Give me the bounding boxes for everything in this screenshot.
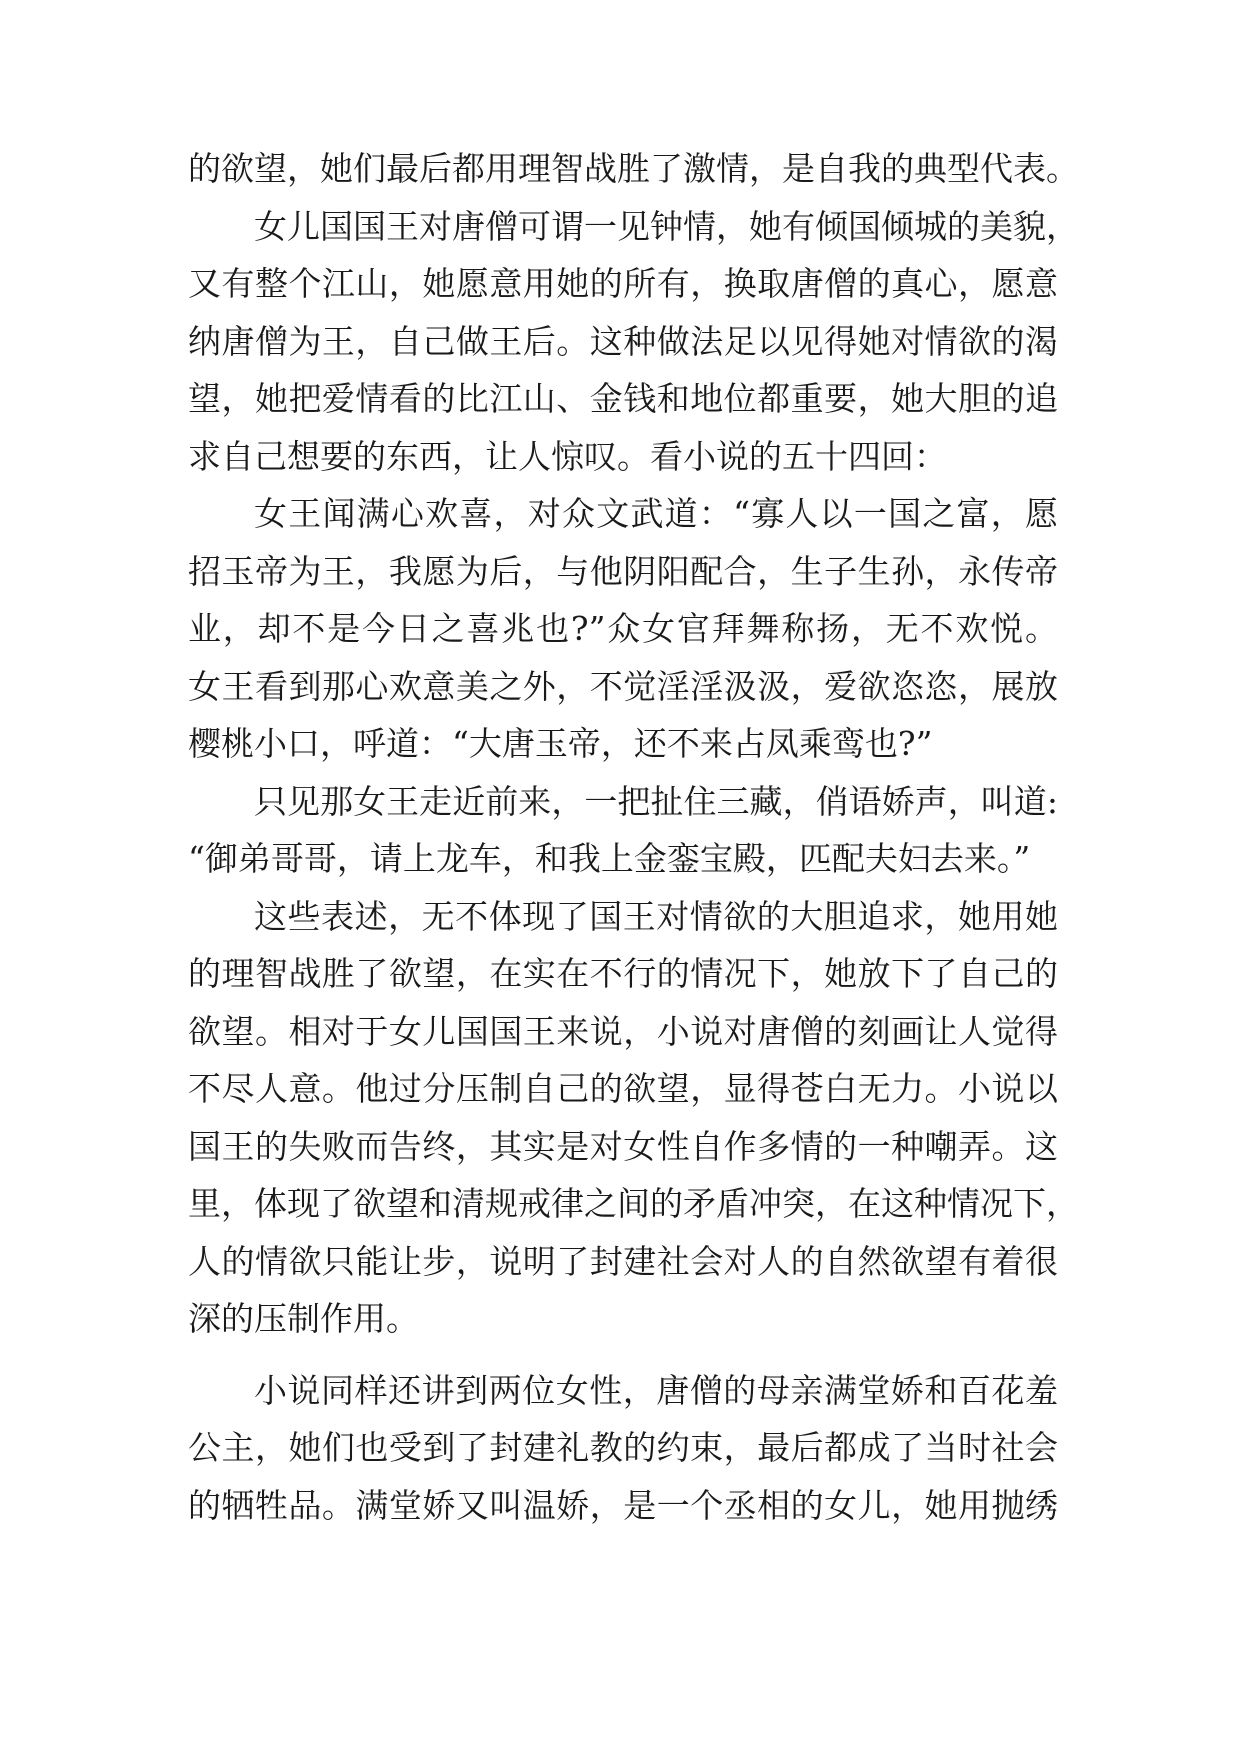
text-line: 深的压制作用。 <box>188 1299 419 1338</box>
text-line: 公主，她们也受到了封建礼教的约束，最后都成了当时社会 <box>188 1428 1058 1467</box>
text-line: 国王的失败而告终，其实是对女性自作多情的一种嘲弄。这 <box>188 1126 1058 1166</box>
text-line: “御弟哥哥，请上龙车，和我上金銮宝殿，匹配夫妇去来。” <box>188 839 1031 878</box>
text-line: 小说同样还讲到两位女性，唐僧的母亲满堂娇和百花羞 <box>254 1370 1058 1410</box>
text-line: 业，却不是今日之喜兆也?”众女官拜舞称扬，无不欢悦。 <box>188 609 1058 648</box>
document-body <box>188 140 1079 1534</box>
text-line: 欲望。相对于女儿国国王来说，小说对唐僧的刻画让人觉得 <box>188 1011 1058 1051</box>
text-line: 求自己想要的东西，让人惊叹。看小说的五十四回： <box>188 436 947 476</box>
text-line: 里，体现了欲望和清规戒律之间的矛盾冲突，在这种情况下， <box>188 1184 1079 1223</box>
text-line: 的理智战胜了欲望，在实在不行的情况下，她放下了自己的 <box>188 954 1058 993</box>
text-line: 人的情欲只能让步，说明了封建社会对人的自然欲望有着很 <box>188 1241 1058 1281</box>
text-line: 女儿国国王对唐僧可谓一见钟情，她有倾国倾城的美貌， <box>254 206 1079 246</box>
text-line: 又有整个江山，她愿意用她的所有，换取唐僧的真心，愿意 <box>188 264 1058 303</box>
paragraph-spacer <box>188 1348 1058 1362</box>
text-line: 的欲望，她们最后都用理智战胜了激情，是自我的典型代表。 <box>188 149 1079 188</box>
text-line: 樱桃小口，呼道：“大唐玉帝，还不来占凤乘鸾也?” <box>188 724 933 763</box>
text-line: 只见那女王走近前来，一把扯住三藏，俏语娇声，叫道: <box>254 781 1058 821</box>
text-line: 女王闻满心欢喜，对众文武道：“寡人以一国之富，愿 <box>254 494 1058 533</box>
text-line: 女王看到那心欢意美之外，不觉淫淫汲汲，爱欲恣恣，展放 <box>188 666 1058 706</box>
text-line: 纳唐僧为王，自己做王后。这种做法足以见得她对情欲的渴 <box>188 321 1058 361</box>
text-line: 望，她把爱情看的比江山、金钱和地位都重要，她大胆的追 <box>188 379 1058 418</box>
text-line: 这些表述，无不体现了国王对情欲的大胆追求，她用她 <box>254 896 1058 936</box>
text-line: 的牺牲品。满堂娇又叫温娇，是一个丞相的女儿，她用抛绣 <box>188 1485 1058 1525</box>
text-line: 招玉帝为王，我愿为后，与他阴阳配合，生子生孙，永传帝 <box>188 551 1058 591</box>
text-line: 不尽人意。他过分压制自己的欲望，显得苍白无力。小说以 <box>188 1069 1058 1108</box>
